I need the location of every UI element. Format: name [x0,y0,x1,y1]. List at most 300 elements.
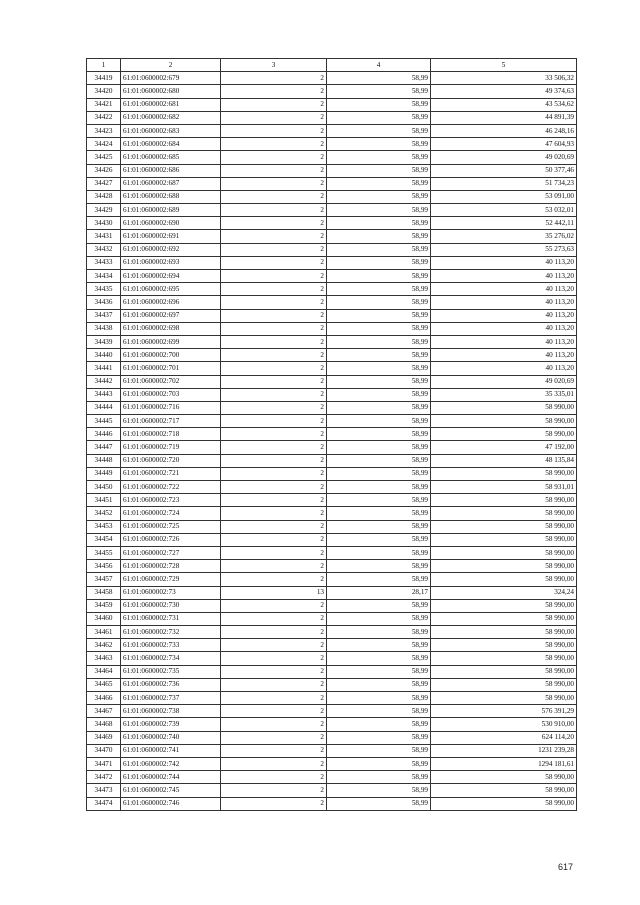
column-5-cell: 52 442,11 [431,217,577,230]
row-number-cell: 34472 [87,771,121,784]
column-3-cell: 2 [221,599,327,612]
row-number-cell: 34450 [87,481,121,494]
column-5-cell: 40 113,20 [431,349,577,362]
cadastral-number-cell: 61:01:0600002:717 [121,415,221,428]
column-5-cell: 40 113,20 [431,296,577,309]
table-row [87,467,577,480]
table-row [87,177,577,190]
column-3-cell: 2 [221,467,327,480]
row-number-cell: 34471 [87,757,121,770]
cadastral-number-cell: 61:01:0600002:738 [121,705,221,718]
column-3-cell: 2 [221,612,327,625]
cadastral-number-cell: 61:01:0600002:702 [121,375,221,388]
register-table [86,58,577,811]
row-number-cell: 34467 [87,705,121,718]
table-row [87,731,577,744]
row-number-cell: 34465 [87,678,121,691]
column-5-cell: 576 391,29 [431,705,577,718]
cadastral-number-cell: 61:01:0600002:746 [121,797,221,810]
row-number-cell: 34474 [87,797,121,810]
column-5-cell: 58 990,00 [431,599,577,612]
column-3-cell: 2 [221,520,327,533]
column-5-cell: 50 377,46 [431,164,577,177]
cadastral-number-cell: 61:01:0600002:728 [121,560,221,573]
cadastral-number-cell: 61:01:0600002:685 [121,151,221,164]
cadastral-number-cell: 61:01:0600002:679 [121,72,221,85]
column-4-cell: 58,99 [327,401,431,414]
column-3-cell: 2 [221,230,327,243]
column-4-cell: 58,99 [327,665,431,678]
column-5-cell: 40 113,20 [431,256,577,269]
column-4-cell: 58,99 [327,362,431,375]
column-5-cell: 58 990,00 [431,428,577,441]
column-4-cell: 58,99 [327,388,431,401]
table-row [87,573,577,586]
row-number-cell: 34461 [87,626,121,639]
row-number-cell: 34444 [87,401,121,414]
column-3-cell: 2 [221,546,327,559]
column-3-cell: 2 [221,72,327,85]
column-5-cell: 51 734,23 [431,177,577,190]
header-cell-1: 1 [87,59,121,72]
cadastral-number-cell: 61:01:0600002:730 [121,599,221,612]
table-row [87,639,577,652]
cadastral-number-cell: 61:01:0600002:701 [121,362,221,375]
column-4-cell: 58,99 [327,771,431,784]
column-4-cell: 58,99 [327,283,431,296]
row-number-cell: 34435 [87,283,121,296]
column-5-cell: 58 990,00 [431,520,577,533]
cadastral-number-cell: 61:01:0600002:690 [121,217,221,230]
table-row [87,401,577,414]
column-3-cell: 2 [221,283,327,296]
column-3-cell: 2 [221,151,327,164]
cadastral-number-cell: 61:01:0600002:737 [121,692,221,705]
column-4-cell: 58,99 [327,652,431,665]
table-row [87,626,577,639]
table-row [87,111,577,124]
row-number-cell: 34454 [87,533,121,546]
table-row [87,415,577,428]
row-number-cell: 34473 [87,784,121,797]
column-3-cell: 2 [221,692,327,705]
row-number-cell: 34447 [87,441,121,454]
cadastral-number-cell: 61:01:0600002:742 [121,757,221,770]
column-3-cell: 2 [221,757,327,770]
column-5-cell: 58 990,00 [431,415,577,428]
cadastral-number-cell: 61:01:0600002:697 [121,309,221,322]
column-4-cell: 58,99 [327,428,431,441]
header-cell-3: 3 [221,59,327,72]
column-5-cell: 58 990,00 [431,573,577,586]
row-number-cell: 34437 [87,309,121,322]
table-row [87,586,577,599]
cadastral-number-cell: 61:01:0600002:686 [121,164,221,177]
table-row [87,520,577,533]
column-3-cell: 2 [221,665,327,678]
column-3-cell: 2 [221,784,327,797]
column-5-cell: 530 910,00 [431,718,577,731]
column-5-cell: 53 032,01 [431,204,577,217]
column-3-cell: 2 [221,454,327,467]
cadastral-number-cell: 61:01:0600002:736 [121,678,221,691]
column-4-cell: 58,99 [327,124,431,137]
table-row [87,665,577,678]
column-3-cell: 2 [221,797,327,810]
row-number-cell: 34459 [87,599,121,612]
row-number-cell: 34462 [87,639,121,652]
column-5-cell: 58 990,00 [431,665,577,678]
column-4-cell: 58,99 [327,705,431,718]
table-row [87,678,577,691]
table-row [87,124,577,137]
column-5-cell: 58 990,00 [431,612,577,625]
column-4-cell: 58,99 [327,164,431,177]
cadastral-number-cell: 61:01:0600002:691 [121,230,221,243]
column-3-cell: 2 [221,388,327,401]
cadastral-number-cell: 61:01:0600002:740 [121,731,221,744]
row-number-cell: 34464 [87,665,121,678]
cadastral-number-cell: 61:01:0600002:688 [121,190,221,203]
column-4-cell: 58,99 [327,230,431,243]
table-row [87,744,577,757]
cadastral-number-cell: 61:01:0600002:698 [121,322,221,335]
column-4-cell: 58,99 [327,190,431,203]
table-row [87,335,577,348]
row-number-cell: 34423 [87,124,121,137]
row-number-cell: 34428 [87,190,121,203]
column-5-cell: 49 020,69 [431,375,577,388]
column-3-cell: 2 [221,309,327,322]
table-row [87,599,577,612]
column-4-cell: 58,99 [327,243,431,256]
column-3-cell: 2 [221,573,327,586]
column-5-cell: 40 113,20 [431,270,577,283]
column-5-cell: 58 990,00 [431,546,577,559]
header-row [87,59,577,72]
row-number-cell: 34420 [87,85,121,98]
column-4-cell: 58,99 [327,494,431,507]
row-number-cell: 34425 [87,151,121,164]
column-5-cell: 33 506,32 [431,72,577,85]
column-5-cell: 40 113,20 [431,335,577,348]
column-5-cell: 40 113,20 [431,283,577,296]
column-3-cell: 2 [221,362,327,375]
column-5-cell: 1231 239,28 [431,744,577,757]
column-4-cell: 58,99 [327,507,431,520]
row-number-cell: 34429 [87,204,121,217]
table-row [87,797,577,810]
cadastral-number-cell: 61:01:0600002:73 [121,586,221,599]
column-5-cell: 48 135,84 [431,454,577,467]
row-number-cell: 34452 [87,507,121,520]
row-number-cell: 34457 [87,573,121,586]
column-4-cell: 58,99 [327,415,431,428]
row-number-cell: 34438 [87,322,121,335]
cadastral-number-cell: 61:01:0600002:722 [121,481,221,494]
column-5-cell: 35 276,02 [431,230,577,243]
cadastral-number-cell: 61:01:0600002:716 [121,401,221,414]
row-number-cell: 34430 [87,217,121,230]
column-3-cell: 2 [221,494,327,507]
cadastral-number-cell: 61:01:0600002:692 [121,243,221,256]
column-5-cell: 58 990,00 [431,507,577,520]
column-4-cell: 58,99 [327,454,431,467]
cadastral-number-cell: 61:01:0600002:734 [121,652,221,665]
cadastral-number-cell: 61:01:0600002:731 [121,612,221,625]
column-4-cell: 58,99 [327,612,431,625]
column-4-cell: 58,99 [327,111,431,124]
column-3-cell: 2 [221,560,327,573]
column-3-cell: 2 [221,678,327,691]
column-3-cell: 2 [221,256,327,269]
page-number: 617 [558,862,574,872]
table-body [87,72,577,811]
cadastral-number-cell: 61:01:0600002:721 [121,467,221,480]
table-row [87,388,577,401]
column-3-cell: 2 [221,124,327,137]
table-row [87,481,577,494]
column-5-cell: 58 990,00 [431,401,577,414]
column-4-cell: 58,99 [327,217,431,230]
row-number-cell: 34460 [87,612,121,625]
row-number-cell: 34427 [87,177,121,190]
column-3-cell: 2 [221,85,327,98]
column-5-cell: 58 990,00 [431,771,577,784]
column-5-cell: 58 931,01 [431,481,577,494]
column-3-cell: 2 [221,705,327,718]
cadastral-number-cell: 61:01:0600002:727 [121,546,221,559]
cadastral-number-cell: 61:01:0600002:733 [121,639,221,652]
row-number-cell: 34458 [87,586,121,599]
table-row [87,692,577,705]
cadastral-number-cell: 61:01:0600002:700 [121,349,221,362]
column-3-cell: 2 [221,533,327,546]
column-4-cell: 58,99 [327,718,431,731]
row-number-cell: 34445 [87,415,121,428]
table-row [87,243,577,256]
table-row [87,151,577,164]
row-number-cell: 34469 [87,731,121,744]
table-row [87,309,577,322]
row-number-cell: 34431 [87,230,121,243]
table-row [87,72,577,85]
cadastral-number-cell: 61:01:0600002:726 [121,533,221,546]
row-number-cell: 34421 [87,98,121,111]
cadastral-number-cell: 61:01:0600002:741 [121,744,221,757]
column-5-cell: 58 990,00 [431,678,577,691]
row-number-cell: 34468 [87,718,121,731]
column-5-cell: 58 990,00 [431,560,577,573]
cadastral-number-cell: 61:01:0600002:687 [121,177,221,190]
table-row [87,85,577,98]
cadastral-number-cell: 61:01:0600002:695 [121,283,221,296]
row-number-cell: 34424 [87,138,121,151]
table-row [87,270,577,283]
cadastral-number-cell: 61:01:0600002:693 [121,256,221,269]
column-3-cell: 2 [221,731,327,744]
table-row [87,652,577,665]
row-number-cell: 34422 [87,111,121,124]
column-4-cell: 28,17 [327,586,431,599]
column-5-cell: 58 990,00 [431,797,577,810]
row-number-cell: 34449 [87,467,121,480]
table-row [87,612,577,625]
column-4-cell: 58,99 [327,533,431,546]
cadastral-number-cell: 61:01:0600002:681 [121,98,221,111]
table-row [87,98,577,111]
row-number-cell: 34419 [87,72,121,85]
cadastral-number-cell: 61:01:0600002:744 [121,771,221,784]
column-3-cell: 13 [221,586,327,599]
column-5-cell: 58 990,00 [431,467,577,480]
column-5-cell: 44 891,39 [431,111,577,124]
table-row [87,718,577,731]
column-3-cell: 2 [221,322,327,335]
column-5-cell: 58 990,00 [431,494,577,507]
row-number-cell: 34453 [87,520,121,533]
row-number-cell: 34456 [87,560,121,573]
cadastral-number-cell: 61:01:0600002:682 [121,111,221,124]
column-4-cell: 58,99 [327,692,431,705]
column-5-cell: 40 113,20 [431,322,577,335]
column-4-cell: 58,99 [327,744,431,757]
table-row [87,771,577,784]
row-number-cell: 34463 [87,652,121,665]
column-4-cell: 58,99 [327,626,431,639]
cadastral-number-cell: 61:01:0600002:696 [121,296,221,309]
table-row [87,757,577,770]
column-5-cell: 58 990,00 [431,784,577,797]
column-5-cell: 324,24 [431,586,577,599]
row-number-cell: 34441 [87,362,121,375]
column-3-cell: 2 [221,243,327,256]
table-row [87,217,577,230]
column-3-cell: 2 [221,335,327,348]
column-3-cell: 2 [221,164,327,177]
column-5-cell: 55 273,63 [431,243,577,256]
table-row [87,256,577,269]
column-5-cell: 47 604,93 [431,138,577,151]
table-row [87,230,577,243]
table-row [87,560,577,573]
column-3-cell: 2 [221,441,327,454]
row-number-cell: 34434 [87,270,121,283]
column-3-cell: 2 [221,375,327,388]
column-3-cell: 2 [221,401,327,414]
column-5-cell: 1294 181,61 [431,757,577,770]
row-number-cell: 34432 [87,243,121,256]
table-row [87,494,577,507]
column-3-cell: 2 [221,415,327,428]
cadastral-number-cell: 61:01:0600002:729 [121,573,221,586]
column-3-cell: 2 [221,98,327,111]
column-3-cell: 2 [221,190,327,203]
column-5-cell: 58 990,00 [431,692,577,705]
column-4-cell: 58,99 [327,270,431,283]
column-4-cell: 58,99 [327,467,431,480]
column-4-cell: 58,99 [327,481,431,494]
cadastral-number-cell: 61:01:0600002:694 [121,270,221,283]
column-4-cell: 58,99 [327,784,431,797]
column-4-cell: 58,99 [327,72,431,85]
column-5-cell: 43 534,62 [431,98,577,111]
header-cell-4: 4 [327,59,431,72]
cadastral-number-cell: 61:01:0600002:684 [121,138,221,151]
column-3-cell: 2 [221,217,327,230]
table-row [87,283,577,296]
cadastral-number-cell: 61:01:0600002:725 [121,520,221,533]
column-4-cell: 58,99 [327,639,431,652]
column-4-cell: 58,99 [327,256,431,269]
header-cell-5: 5 [431,59,577,72]
column-4-cell: 58,99 [327,520,431,533]
column-3-cell: 2 [221,652,327,665]
table-row [87,349,577,362]
table-header [87,59,577,72]
column-4-cell: 58,99 [327,151,431,164]
table-row [87,296,577,309]
row-number-cell: 34443 [87,388,121,401]
column-5-cell: 35 335,01 [431,388,577,401]
row-number-cell: 34451 [87,494,121,507]
cadastral-number-cell: 61:01:0600002:723 [121,494,221,507]
column-3-cell: 2 [221,296,327,309]
row-number-cell: 34470 [87,744,121,757]
table-row [87,428,577,441]
table-row [87,375,577,388]
cadastral-number-cell: 61:01:0600002:703 [121,388,221,401]
column-4-cell: 58,99 [327,546,431,559]
row-number-cell: 34448 [87,454,121,467]
column-3-cell: 2 [221,111,327,124]
column-5-cell: 49 020,69 [431,151,577,164]
column-4-cell: 58,99 [327,375,431,388]
table-row [87,138,577,151]
row-number-cell: 34439 [87,335,121,348]
column-3-cell: 2 [221,177,327,190]
column-3-cell: 2 [221,626,327,639]
table-row [87,705,577,718]
column-4-cell: 58,99 [327,560,431,573]
row-number-cell: 34433 [87,256,121,269]
column-4-cell: 58,99 [327,349,431,362]
table-row [87,204,577,217]
column-4-cell: 58,99 [327,296,431,309]
cadastral-number-cell: 61:01:0600002:699 [121,335,221,348]
column-5-cell: 40 113,20 [431,309,577,322]
column-3-cell: 2 [221,138,327,151]
column-3-cell: 2 [221,744,327,757]
row-number-cell: 34442 [87,375,121,388]
cadastral-number-cell: 61:01:0600002:739 [121,718,221,731]
column-3-cell: 2 [221,349,327,362]
column-4-cell: 58,99 [327,177,431,190]
column-4-cell: 58,99 [327,335,431,348]
row-number-cell: 34426 [87,164,121,177]
column-4-cell: 58,99 [327,98,431,111]
header-cell-2: 2 [121,59,221,72]
row-number-cell: 34446 [87,428,121,441]
column-3-cell: 2 [221,771,327,784]
column-5-cell: 58 990,00 [431,652,577,665]
table-row [87,190,577,203]
column-3-cell: 2 [221,270,327,283]
column-5-cell: 624 114,20 [431,731,577,744]
row-number-cell: 34455 [87,546,121,559]
column-4-cell: 58,99 [327,138,431,151]
column-3-cell: 2 [221,428,327,441]
